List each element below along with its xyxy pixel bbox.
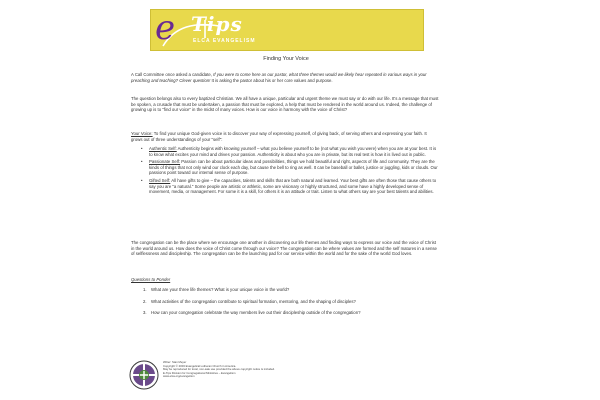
bullet-text: All have gifts to give – the capacities, talents and skills that are both natural and learned. Your best gifts are often those that cause others to say you are "a natural." Some people are artistic or athletic, some are visionary or highly structured, and some have a highly developed sense of movement, media, or management. For some it is a skill, for others it is an attitude or trait. Listen to what others say are your best talents and abilities.	[149, 177, 437, 195]
footer-credits	[163, 361, 363, 379]
question-text: What activities of the congregation contribute to spiritual formation, mentoring, and the shaping of disciples?	[151, 298, 356, 304]
elca-seal-icon	[129, 360, 159, 390]
document-page	[131, 0, 441, 400]
bullet-label: Gifted Self:	[149, 177, 171, 183]
logo-e: e	[155, 8, 176, 48]
page-title: Finding Your Voice	[263, 56, 309, 62]
bullet-label: Authentic Self:	[149, 146, 177, 151]
bullet-label: Passionate Self:	[149, 159, 181, 165]
questions-list	[143, 287, 433, 316]
logo-tips: Tips	[191, 12, 243, 36]
question-text: How can your congregation celebrate the way members live out their discipleship outside of the congregation?	[151, 310, 361, 316]
question-text: What are your three life themes? What is your unique voice in the world?	[151, 287, 290, 292]
footer-copyright: Copyright © 2003 Evangelical Lutheran Church in America.	[163, 363, 237, 368]
intro-quote: If you were to come here as our pastor, what three themes would we likely hear repeated in various ways in your preaching and teaching? Clever question!	[131, 72, 427, 83]
congregation-paragraph: The congregation can be the place where we encourage one another in discovering our life themes and finding ways to express our voice and the voice of Christ in the world around us. How does the voice of Christ come through our voice? The congregation can be where values are formed and the self matures in a sense of selflessness and discipleship. The congregation can be the launching pad for our service within the world and for the sake of the world God loves.	[131, 240, 437, 257]
question-number: 2.	[143, 298, 147, 304]
question-number: 3.	[143, 310, 147, 316]
list-item	[141, 146, 439, 157]
list-item	[141, 159, 439, 176]
question-number: 1.	[143, 287, 147, 292]
footer-etips: E-Tips Division for Congregational Ministries – Evangelism	[163, 370, 236, 375]
list-item	[143, 287, 433, 293]
your-voice-paragraph	[131, 131, 439, 142]
bullet-text: Authenticity begins with knowing yourself – what you believe yourself to be (not what you wish you were) when you are at your best. It is to know what excites your mind and drives your passion. Authenticity is about who you are in private, but its real test is how it is lived out in public.	[149, 146, 437, 157]
bullet-text: Passion can be about particular ideas and possibilities, things we hold beautiful and right, aspects of life and community. They are the kinds of things that not only wind our clock each day, but cause the bell to ring as well. It can be baseball or ballet, justice or juggling, kids or clouds. Our passions point toward our internal sense of purpose.	[149, 159, 438, 176]
list-item	[143, 299, 433, 305]
intro-paragraph	[131, 72, 439, 83]
paragraph-belongs: The question belongs also to every baptized Christian. We all have a unique, particular and urgent theme we must say or do with our life. It's a message that must be spoken, a crusade that must be undertaken, a passion that must be explored, a help that must be rendered in the world around us. Indeed, the challenge of growing up is to "find our voice" in the midst of many voices. How is our voice in harmony with the voice of Christ?	[131, 96, 439, 113]
footer-writer: Writer: Stan Meyer	[163, 360, 187, 364]
list-item	[141, 178, 439, 195]
your-voice-text: To find your unique God-given voice is to discover your way of expressing yourself, of giving back, of serving others and expressing your faith. It grows out of three understandings of your "self":	[131, 131, 427, 142]
list-item	[143, 310, 433, 316]
questions-heading: Questions to Ponder	[131, 277, 171, 282]
footer-url[interactable]: www.elca.org/evangelism	[163, 374, 195, 379]
your-voice-label: Your Voice:	[131, 131, 153, 136]
footer-reproduce: May be reproduced for local, non-sale use provided the above copyright notice is included.	[163, 367, 275, 372]
etips-banner	[150, 9, 424, 51]
intro-lead: A Call Committee once asked a candidate,	[131, 72, 214, 77]
self-bullet-list	[141, 146, 439, 197]
banner-subtitle: ELCA EVANGELISM	[193, 38, 256, 44]
intro-tail: It is asking the pastor about his or her core values and purpose.	[210, 77, 333, 83]
